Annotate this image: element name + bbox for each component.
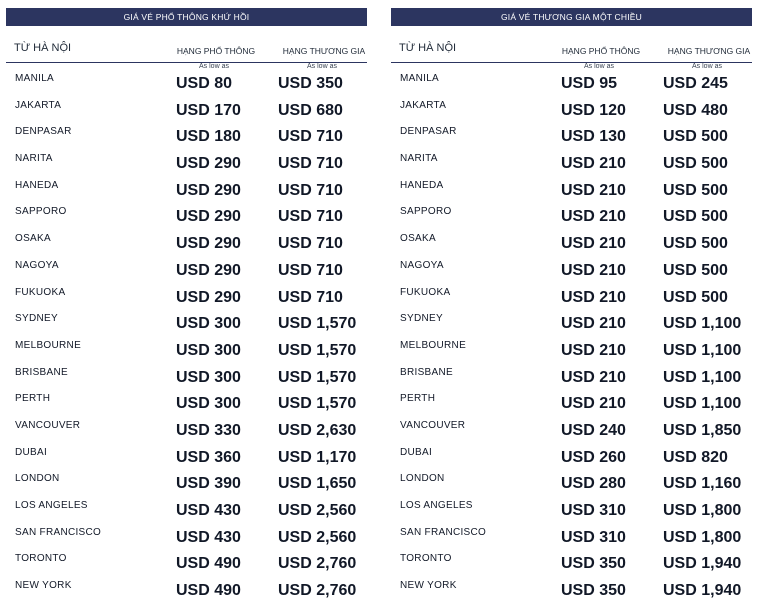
business-price: USD 1,170 — [278, 448, 357, 466]
destination-city: VANCOUVER — [400, 419, 466, 431]
destination-city: OSAKA — [15, 233, 51, 245]
economy-price: USD 210 — [561, 341, 626, 359]
fare-table-round-trip-economy — [6, 8, 367, 608]
table-row — [391, 124, 752, 151]
table-row — [391, 258, 752, 285]
economy-price: USD 300 — [176, 341, 241, 359]
table-row — [391, 311, 752, 338]
as-low-as-economy: As low as — [199, 63, 229, 70]
economy-price: USD 260 — [561, 448, 626, 466]
table-row — [6, 124, 367, 151]
business-price: USD 710 — [278, 261, 343, 279]
table-row — [6, 151, 367, 178]
business-price: USD 480 — [663, 101, 728, 119]
column-header-business: HẠNG THƯƠNG GIA — [667, 46, 751, 56]
business-price: USD 710 — [278, 155, 343, 173]
economy-price: USD 300 — [176, 395, 241, 413]
table-row — [6, 578, 367, 605]
business-price: USD 1,100 — [663, 341, 742, 359]
table-title: GIÁ VÉ THƯƠNG GIA MỘT CHIỀU — [391, 8, 752, 26]
destination-city: DUBAI — [400, 446, 433, 458]
business-price: USD 710 — [278, 128, 343, 146]
business-price: USD 1,100 — [663, 368, 742, 386]
table-row — [391, 365, 752, 392]
table-row — [391, 578, 752, 605]
economy-price: USD 210 — [561, 368, 626, 386]
economy-price: USD 490 — [176, 582, 241, 600]
destination-city: DENPASAR — [15, 126, 72, 138]
business-price: USD 500 — [663, 288, 728, 306]
economy-price: USD 290 — [176, 261, 241, 279]
destination-city: OSAKA — [400, 233, 436, 245]
business-price: USD 820 — [663, 448, 728, 466]
destination-city: SAN FRANCISCO — [400, 526, 487, 538]
destination-city: SYDNEY — [15, 313, 58, 325]
table-row — [391, 285, 752, 312]
business-price: USD 500 — [663, 155, 728, 173]
destination-city: BRISBANE — [400, 366, 453, 378]
business-price: USD 710 — [278, 208, 343, 226]
destination-city: VANCOUVER — [15, 419, 81, 431]
economy-price: USD 430 — [176, 528, 241, 546]
business-price: USD 2,630 — [278, 421, 357, 439]
business-price: USD 710 — [278, 181, 343, 199]
table-row — [6, 71, 367, 98]
table-row — [6, 231, 367, 258]
table-row — [6, 204, 367, 231]
economy-price: USD 210 — [561, 395, 626, 413]
business-price: USD 1,940 — [663, 582, 742, 600]
table-row — [391, 525, 752, 552]
business-price: USD 1,800 — [663, 502, 742, 519]
table-row — [391, 471, 752, 498]
destination-city: MANILA — [400, 73, 440, 84]
table-row — [391, 391, 752, 418]
as-low-as-row — [391, 63, 752, 71]
destination-city: LONDON — [400, 473, 445, 485]
table-row — [6, 258, 367, 285]
economy-price: USD 95 — [561, 75, 618, 92]
table-row — [6, 178, 367, 205]
table-row — [391, 71, 752, 98]
business-price: USD 1,800 — [663, 528, 742, 546]
business-price: USD 1,570 — [278, 315, 357, 333]
table-row — [391, 231, 752, 258]
destination-city: NAGOYA — [400, 259, 444, 271]
business-price: USD 1,160 — [663, 475, 742, 493]
destination-city: TORONTO — [15, 553, 67, 565]
economy-price: USD 350 — [561, 555, 626, 573]
destination-city: SAN FRANCISCO — [15, 526, 102, 538]
economy-price: USD 210 — [561, 181, 626, 199]
business-price: USD 1,570 — [278, 368, 357, 386]
business-price: USD 1,100 — [663, 315, 742, 333]
business-price: USD 2,760 — [278, 582, 357, 600]
column-header-economy: HẠNG PHỔ THÔNG — [176, 46, 256, 56]
economy-price: USD 360 — [176, 448, 241, 466]
table-row — [6, 471, 367, 498]
economy-price: USD 430 — [176, 502, 241, 519]
destination-city: MELBOURNE — [400, 339, 467, 351]
business-price: USD 2,760 — [278, 555, 357, 573]
business-price: USD 1,570 — [278, 395, 357, 413]
table-row — [391, 98, 752, 125]
business-price: USD 500 — [663, 208, 728, 226]
business-price: USD 1,100 — [663, 395, 742, 413]
economy-price: USD 170 — [176, 101, 241, 119]
table-row — [391, 151, 752, 178]
destination-city: DUBAI — [15, 446, 48, 458]
economy-price: USD 290 — [176, 235, 241, 253]
business-price: USD 500 — [663, 261, 728, 279]
fare-table-one-way-business — [391, 8, 752, 608]
destination-city: SYDNEY — [400, 313, 443, 325]
economy-price: USD 210 — [561, 208, 626, 226]
column-header-business: HẠNG THƯƠNG GIA — [282, 46, 366, 56]
destination-city: LOS ANGELES — [15, 500, 88, 511]
table-row — [391, 551, 752, 578]
economy-price: USD 290 — [176, 181, 241, 199]
table-row — [6, 525, 367, 552]
economy-price: USD 300 — [176, 368, 241, 386]
business-price: USD 245 — [663, 75, 728, 92]
business-price: USD 710 — [278, 235, 343, 253]
table-row — [6, 445, 367, 472]
destination-city: FUKUOKA — [400, 286, 451, 298]
business-price: USD 500 — [663, 181, 728, 199]
destination-city: JAKARTA — [400, 99, 447, 111]
destination-city: NAGOYA — [15, 259, 59, 271]
business-price: USD 2,560 — [278, 528, 357, 546]
table-body — [391, 71, 752, 605]
economy-price: USD 210 — [561, 235, 626, 253]
destination-city: SAPPORO — [400, 206, 452, 218]
table-row — [391, 445, 752, 472]
destination-city: NARITA — [400, 153, 438, 165]
destination-city: HANEDA — [15, 179, 59, 191]
economy-price: USD 210 — [561, 155, 626, 173]
table-row — [391, 178, 752, 205]
economy-price: USD 280 — [561, 475, 626, 493]
column-header-economy: HẠNG PHỔ THÔNG — [561, 46, 641, 56]
destination-city: BRISBANE — [15, 366, 68, 378]
economy-price: USD 290 — [176, 155, 241, 173]
destination-city: MELBOURNE — [15, 339, 82, 351]
business-price: USD 1,650 — [278, 475, 357, 493]
destination-city: PERTH — [400, 393, 436, 405]
table-row — [6, 311, 367, 338]
business-price: USD 500 — [663, 235, 728, 253]
economy-price: USD 210 — [561, 288, 626, 306]
as-low-as-row — [6, 63, 367, 71]
destination-city: NARITA — [15, 153, 53, 165]
economy-price: USD 350 — [561, 582, 626, 600]
table-row — [6, 498, 367, 525]
table-row — [6, 98, 367, 125]
as-low-as-economy: As low as — [584, 63, 614, 70]
destination-city: NEW YORK — [400, 580, 457, 592]
economy-price: USD 290 — [176, 288, 241, 306]
economy-price: USD 80 — [176, 75, 233, 92]
economy-price: USD 240 — [561, 421, 626, 439]
economy-price: USD 390 — [176, 475, 241, 493]
from-label: TỪ HÀ NỘI — [399, 42, 457, 54]
economy-price: USD 300 — [176, 315, 241, 333]
table-row — [6, 551, 367, 578]
destination-city: TORONTO — [400, 553, 452, 565]
destination-city: LOS ANGELES — [400, 500, 473, 511]
economy-price: USD 120 — [561, 101, 626, 119]
business-price: USD 710 — [278, 288, 343, 306]
economy-price: USD 210 — [561, 261, 626, 279]
destination-city: PERTH — [15, 393, 51, 405]
economy-price: USD 290 — [176, 208, 241, 226]
economy-price: USD 310 — [561, 502, 626, 519]
table-row — [391, 204, 752, 231]
economy-price: USD 310 — [561, 528, 626, 546]
destination-city: NEW YORK — [15, 580, 72, 592]
destination-city: FUKUOKA — [15, 286, 66, 298]
economy-price: USD 180 — [176, 128, 241, 146]
as-low-as-business: As low as — [307, 63, 337, 70]
business-price: USD 680 — [278, 101, 343, 119]
table-body — [6, 71, 367, 605]
as-low-as-business: As low as — [692, 63, 722, 70]
destination-city: MANILA — [15, 73, 55, 84]
economy-price: USD 330 — [176, 421, 241, 439]
from-label: TỪ HÀ NỘI — [14, 42, 72, 54]
table-row — [391, 498, 752, 525]
destination-city: JAKARTA — [15, 99, 62, 111]
economy-price: USD 210 — [561, 315, 626, 333]
table-row — [6, 391, 367, 418]
table-row — [6, 338, 367, 365]
business-price: USD 1,940 — [663, 555, 742, 573]
table-title: GIÁ VÉ PHỔ THÔNG KHỨ HỒI — [6, 8, 367, 26]
destination-city: SAPPORO — [15, 206, 67, 218]
table-row — [391, 338, 752, 365]
destination-city: DENPASAR — [400, 126, 457, 138]
economy-price: USD 490 — [176, 555, 241, 573]
table-row — [6, 365, 367, 392]
table-header — [6, 26, 367, 63]
destination-city: LONDON — [15, 473, 60, 485]
business-price: USD 500 — [663, 128, 728, 146]
table-row — [6, 285, 367, 312]
table-row — [391, 418, 752, 445]
table-header — [391, 26, 752, 63]
business-price: USD 1,850 — [663, 421, 742, 439]
table-row — [6, 418, 367, 445]
business-price: USD 1,570 — [278, 341, 357, 359]
business-price: USD 2,560 — [278, 502, 357, 519]
destination-city: HANEDA — [400, 179, 444, 191]
business-price: USD 350 — [278, 75, 343, 92]
economy-price: USD 130 — [561, 128, 626, 146]
